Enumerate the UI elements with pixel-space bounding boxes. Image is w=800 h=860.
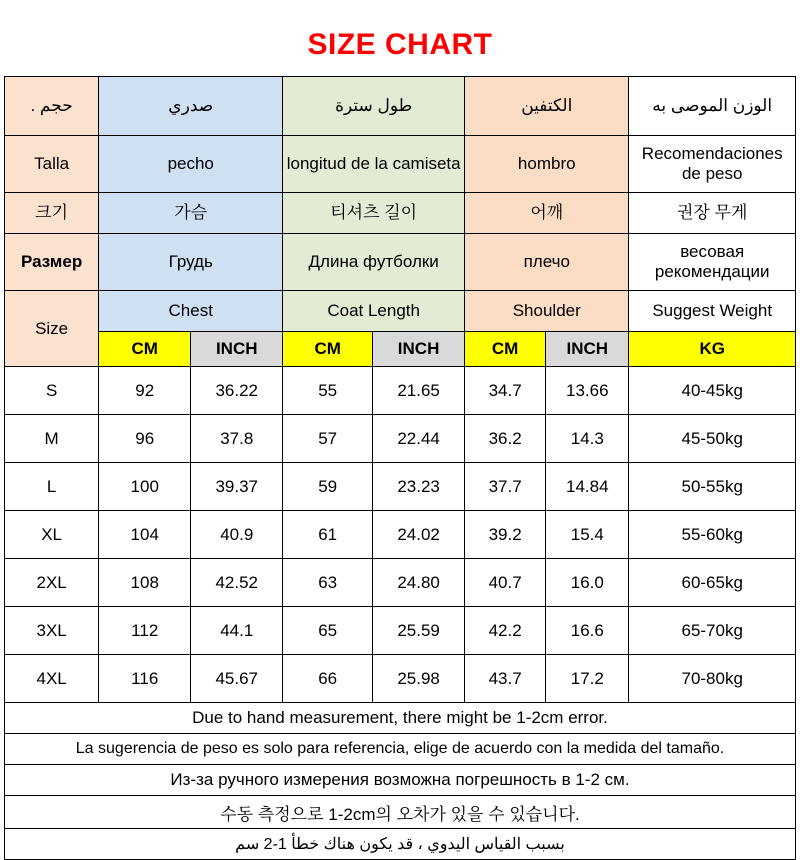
header-weight-ru: весовая рекомендации	[629, 234, 796, 291]
cell-chest-inch: 45.67	[191, 655, 283, 703]
header-chest-es: pecho	[99, 136, 283, 193]
cell-coat-cm: 65	[283, 607, 373, 655]
cell-chest-inch: 39.37	[191, 463, 283, 511]
cell-shoulder-cm: 37.7	[465, 463, 546, 511]
cell-coat-inch: 24.80	[373, 559, 465, 607]
table-row	[5, 559, 796, 607]
header-row-spanish	[5, 136, 796, 193]
header-row-arabic	[5, 77, 796, 136]
table-row	[5, 655, 796, 703]
cell-weight: 50-55kg	[629, 463, 796, 511]
header-shoulder-ko: 어깨	[465, 193, 629, 234]
cell-chest-inch: 36.22	[191, 367, 283, 415]
header-row-russian	[5, 234, 796, 291]
header-size-ru: Размер	[5, 234, 99, 291]
cell-chest-cm: 108	[99, 559, 191, 607]
header-shoulder-es: hombro	[465, 136, 629, 193]
header-chest-ar: صدري	[99, 77, 283, 136]
header-size-es: Talla	[5, 136, 99, 193]
header-coat-es: longitud de la camiseta	[283, 136, 465, 193]
unit-row	[5, 332, 796, 367]
header-row-english	[5, 291, 796, 332]
header-size-ko: 크기	[5, 193, 99, 234]
header-chest-ko: 가슴	[99, 193, 283, 234]
header-coat-ru: Длина футболки	[283, 234, 465, 291]
cell-chest-cm: 104	[99, 511, 191, 559]
header-shoulder-en: Shoulder	[465, 291, 629, 332]
unit-shoulder-inch: INCH	[546, 332, 629, 367]
header-chest-en: Chest	[99, 291, 283, 332]
cell-shoulder-inch: 15.4	[546, 511, 629, 559]
header-coat-en: Coat Length	[283, 291, 465, 332]
size-chart-table	[4, 76, 796, 703]
cell-coat-inch: 24.02	[373, 511, 465, 559]
unit-coat-cm: CM	[283, 332, 373, 367]
cell-shoulder-inch: 17.2	[546, 655, 629, 703]
cell-shoulder-inch: 16.0	[546, 559, 629, 607]
cell-chest-inch: 42.52	[191, 559, 283, 607]
header-shoulder-ru: плечо	[465, 234, 629, 291]
unit-coat-inch: INCH	[373, 332, 465, 367]
cell-shoulder-inch: 14.84	[546, 463, 629, 511]
cell-shoulder-cm: 39.2	[465, 511, 546, 559]
cell-shoulder-cm: 34.7	[465, 367, 546, 415]
cell-chest-cm: 112	[99, 607, 191, 655]
cell-coat-inch: 22.44	[373, 415, 465, 463]
unit-chest-cm: CM	[99, 332, 191, 367]
cell-shoulder-inch: 14.3	[546, 415, 629, 463]
cell-size: 2XL	[5, 559, 99, 607]
table-row	[5, 511, 796, 559]
header-weight-es: Recomendaciones de peso	[629, 136, 796, 193]
cell-coat-inch: 25.98	[373, 655, 465, 703]
unit-weight-kg: KG	[629, 332, 796, 367]
cell-coat-cm: 66	[283, 655, 373, 703]
cell-weight: 60-65kg	[629, 559, 796, 607]
cell-coat-inch: 23.23	[373, 463, 465, 511]
header-chest-ru: Грудь	[99, 234, 283, 291]
cell-chest-cm: 116	[99, 655, 191, 703]
cell-shoulder-inch: 16.6	[546, 607, 629, 655]
cell-shoulder-cm: 36.2	[465, 415, 546, 463]
table-row	[5, 463, 796, 511]
table-row	[5, 367, 796, 415]
note-arabic: بسبب القياس اليدوي ، قد يكون هناك خطأ 1-2 سم	[5, 829, 796, 860]
header-size-en: Size	[5, 291, 99, 367]
cell-chest-inch: 40.9	[191, 511, 283, 559]
cell-coat-inch: 21.65	[373, 367, 465, 415]
cell-coat-cm: 57	[283, 415, 373, 463]
cell-size: L	[5, 463, 99, 511]
cell-coat-inch: 25.59	[373, 607, 465, 655]
header-weight-en: Suggest Weight	[629, 291, 796, 332]
cell-shoulder-cm: 43.7	[465, 655, 546, 703]
header-weight-ko: 권장 무게	[629, 193, 796, 234]
cell-chest-cm: 96	[99, 415, 191, 463]
unit-chest-inch: INCH	[191, 332, 283, 367]
cell-weight: 70-80kg	[629, 655, 796, 703]
page-title: SIZE CHART	[307, 28, 493, 61]
cell-weight: 55-60kg	[629, 511, 796, 559]
cell-shoulder-cm: 40.7	[465, 559, 546, 607]
cell-chest-inch: 44.1	[191, 607, 283, 655]
cell-chest-cm: 100	[99, 463, 191, 511]
cell-coat-cm: 63	[283, 559, 373, 607]
cell-weight: 45-50kg	[629, 415, 796, 463]
cell-coat-cm: 55	[283, 367, 373, 415]
cell-shoulder-inch: 13.66	[546, 367, 629, 415]
cell-chest-inch: 37.8	[191, 415, 283, 463]
cell-chest-cm: 92	[99, 367, 191, 415]
header-size-ar: حجم .	[5, 77, 99, 136]
cell-size: S	[5, 367, 99, 415]
header-coat-ko: 티셔츠 길이	[283, 193, 465, 234]
cell-coat-cm: 61	[283, 511, 373, 559]
header-coat-ar: طول سترة	[283, 77, 465, 136]
note-english: Due to hand measurement, there might be 1-2cm error.	[5, 703, 796, 734]
header-row-korean	[5, 193, 796, 234]
cell-weight: 65-70kg	[629, 607, 796, 655]
note-russian: Из-за ручного измерения возможна погрешность в 1-2 см.	[5, 765, 796, 796]
table-row	[5, 415, 796, 463]
cell-size: XL	[5, 511, 99, 559]
cell-size: 3XL	[5, 607, 99, 655]
unit-shoulder-cm: CM	[465, 332, 546, 367]
note-korean: 수동 측정으로 1-2cm의 오차가 있을 수 있습니다.	[5, 796, 796, 829]
cell-size: M	[5, 415, 99, 463]
cell-shoulder-cm: 42.2	[465, 607, 546, 655]
cell-size: 4XL	[5, 655, 99, 703]
table-row	[5, 607, 796, 655]
notes-table	[4, 703, 796, 860]
cell-weight: 40-45kg	[629, 367, 796, 415]
note-spanish: La sugerencia de peso es solo para referencia, elige de acuerdo con la medida del tamaño.	[5, 734, 796, 765]
cell-coat-cm: 59	[283, 463, 373, 511]
header-weight-ar: الوزن الموصى به	[629, 77, 796, 136]
header-shoulder-ar: الكتفين	[465, 77, 629, 136]
